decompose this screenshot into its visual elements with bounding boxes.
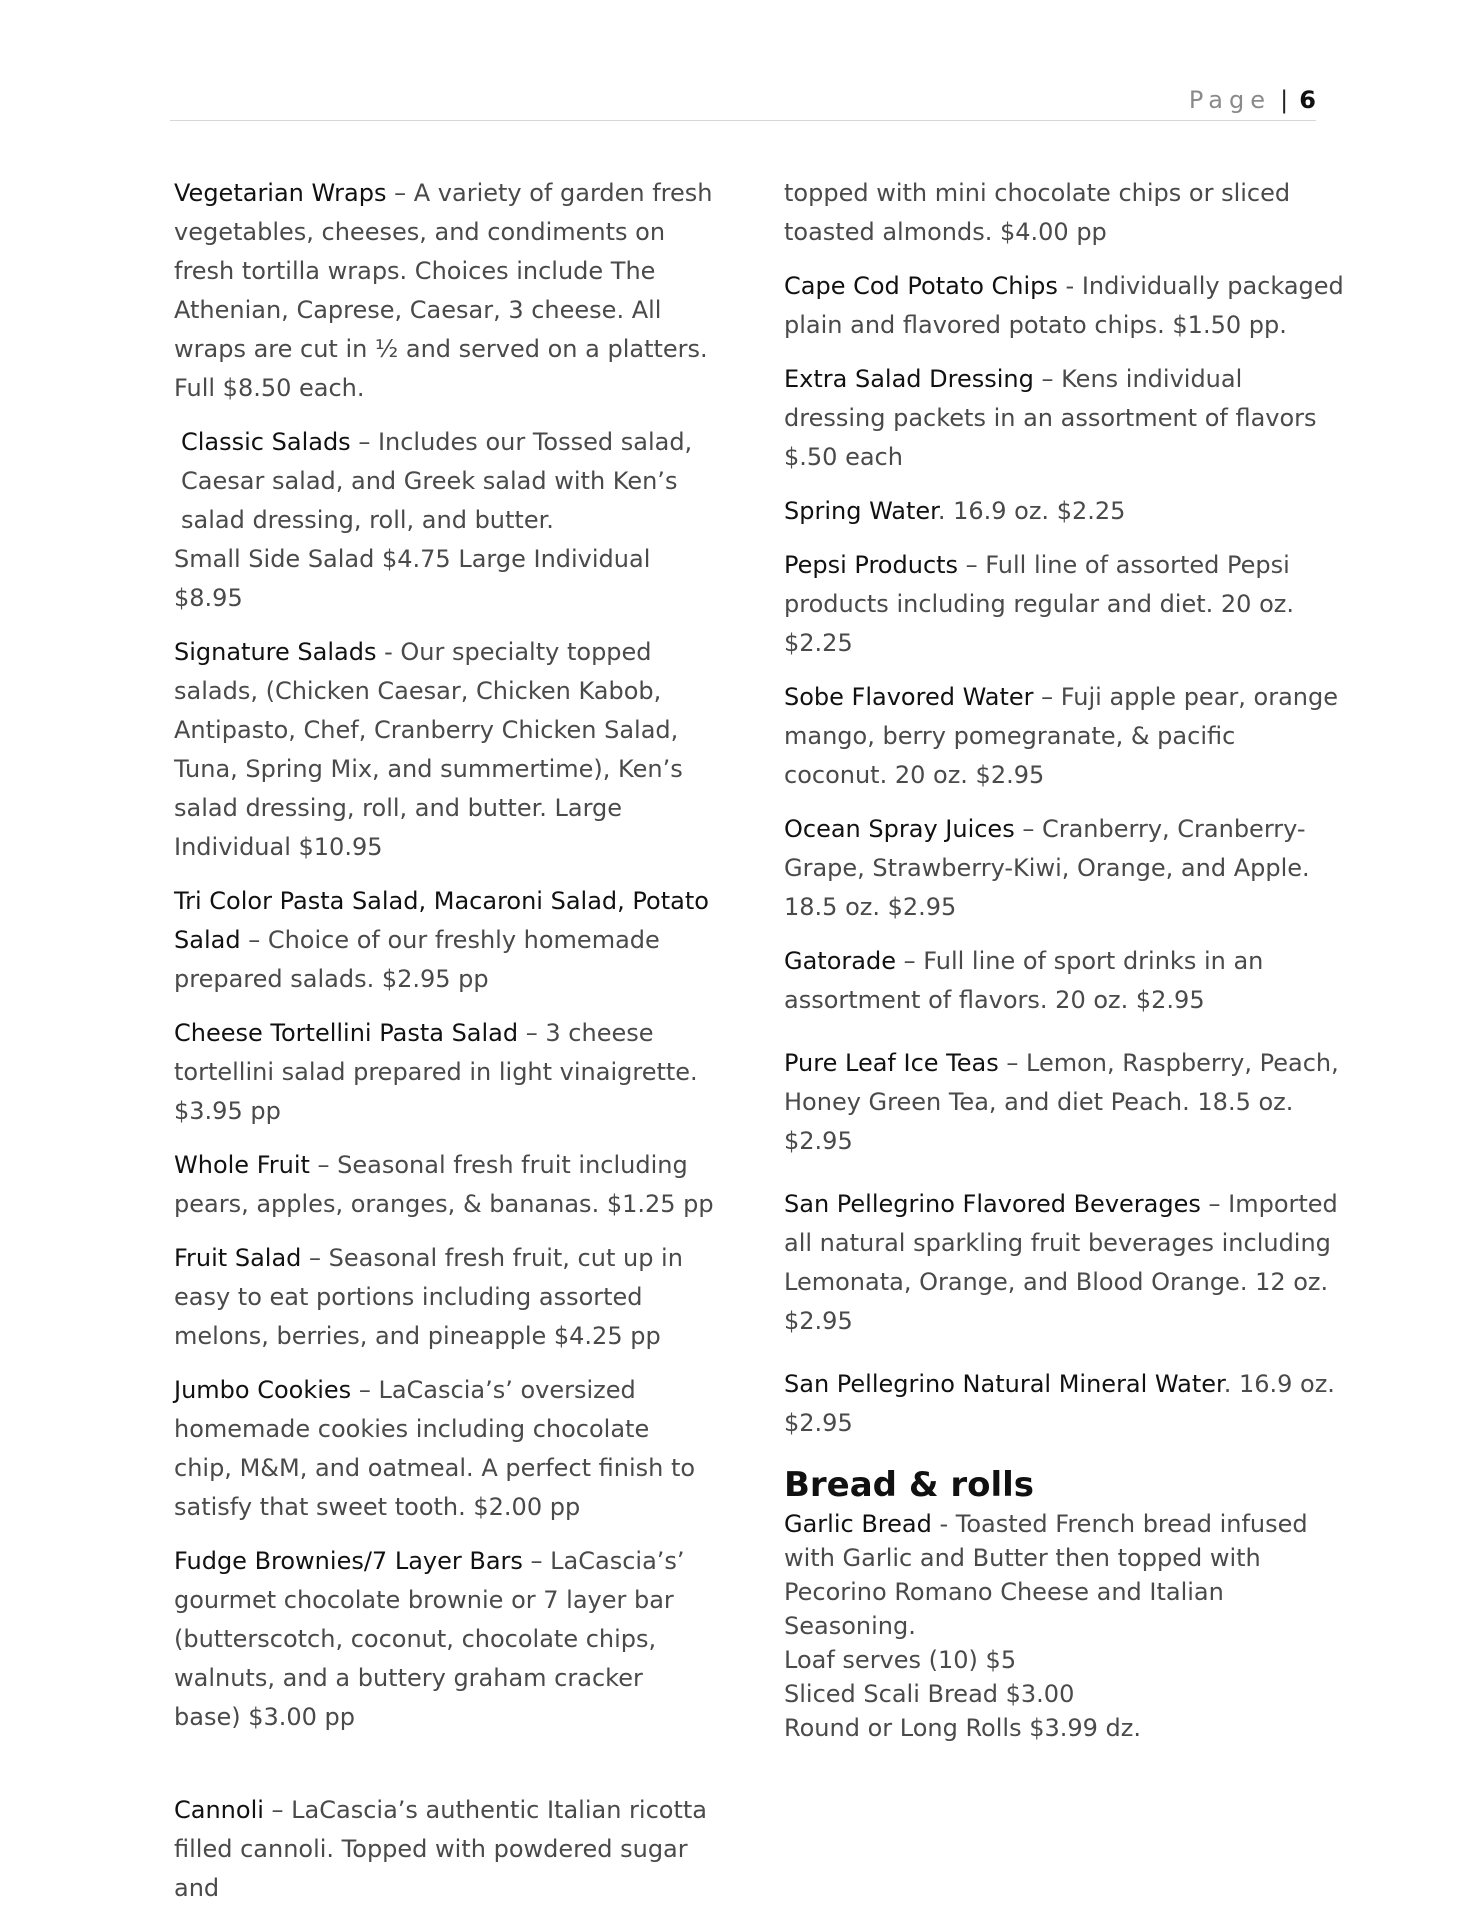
menu-item-pepsi [784,546,1344,663]
menu-item-san-pellegrino-flavored [784,1185,1344,1341]
item-desc: – Includes our Tossed salad, Caesar salad, and Greek salad with Ken’s salad dressing, roll, and butter. [181,428,693,534]
item-desc: – Lemon, Raspberry, Peach, Honey Green Tea, and diet Peach. 18.5 oz. $2.95 [784,1049,1339,1155]
page-separator: | [1280,86,1289,114]
menu-item-garlic-bread [784,1507,1344,1643]
item-name: Sobe Flavored Water [784,683,1034,711]
item-name: Cannoli [174,1796,264,1824]
item-desc: – 3 cheese tortellini salad prepared in light vinaigrette. $3.95 pp [174,1019,698,1125]
item-name: San Pellegrino Flavored Beverages [784,1190,1201,1218]
bread-line-scali: Sliced Scali Bread $3.00 [784,1680,1075,1708]
item-name: Fudge Brownies/7 Layer Bars [174,1547,523,1575]
page-header [170,86,1316,121]
right-column [784,174,1344,1745]
item-desc: – Full line of sport drinks in an assortment of flavors. 20 oz. $2.95 [784,947,1264,1014]
item-desc: – Fuji apple pear, orange mango, berry pomegranate, & pacific coconut. 20 oz. $2.95 [784,683,1338,789]
menu-item-gatorade [784,942,1344,1020]
item-name: Extra Salad Dressing [784,365,1034,393]
item-name: San Pellegrino Natural Mineral Water [784,1370,1224,1398]
menu-item-fruit-salad [174,1239,714,1356]
item-desc: – Imported all natural sparkling fruit beverages including Lemonata, Orange, and Blood Orange. 12 oz. $2.95 [784,1190,1338,1335]
item-desc: – Kens individual dressing packets in an assortment of flavors $.50 each [784,365,1317,471]
item-desc: . 16.9 oz. $2.25 [937,497,1126,525]
page-label: Page [1188,86,1272,114]
item-name: Vegetarian Wraps [174,179,387,207]
menu-item-pure-leaf [784,1044,1344,1161]
menu-item-spring-water [784,492,1344,531]
bread-line-rolls: Round or Long Rolls $3.99 dz. [784,1714,1141,1742]
menu-item-signature-salads [174,633,714,867]
cannoli-continuation: topped with mini chocolate chips or sliced toasted almonds. $4.00 pp [784,179,1291,246]
menu-item-tortellini-salad [174,1014,714,1131]
menu-item-whole-fruit [174,1146,714,1224]
item-name: Signature Salads [174,638,377,666]
item-desc: – Seasonal fresh fruit, cut up in easy to eat portions including assorted melons, berries, and pineapple $4.25 pp [174,1244,683,1350]
item-name: Fruit Salad [174,1244,302,1272]
item-desc: – LaCascia’s’ oversized homemade cookies including chocolate chip, M&M, and oatmeal. A perfect finish to satisfy that sweet tooth. $2.00 pp [174,1376,696,1521]
menu-item-classic-salads-prices: Small Side Salad $4.75 Large Individual $8.95 [174,545,651,612]
item-desc: - Our specialty topped salads, (Chicken Caesar, Chicken Kabob, Antipasto, Chef, Cranberry Chicken Salad, Tuna, Spring Mix, and summertime), Ken’s salad dressing, roll, and butter. Large Individual $10.95 [174,638,683,861]
item-name: Pure Leaf Ice Teas [784,1049,999,1077]
item-name: Tri Color Pasta Salad, Macaroni Salad, Potato Salad [174,887,709,954]
menu-item-extra-dressing [784,360,1344,477]
item-desc: – LaCascia’s authentic Italian ricotta filled cannoli. Topped with powdered sugar and [174,1796,707,1902]
item-name: Whole Fruit [174,1151,310,1179]
item-desc: - Toasted French bread infused with Garlic and Butter then topped with Pecorino Romano Cheese and Italian Seasoning. [784,1510,1308,1640]
bread-line-loaf: Loaf serves (10) $5 [784,1646,1017,1674]
item-name: Pepsi Products [784,551,959,579]
menu-item-jumbo-cookies [174,1371,714,1527]
item-name: Ocean Spray Juices [784,815,1015,843]
item-desc: – Choice of our freshly homemade prepared salads. $2.95 pp [174,926,660,993]
menu-item-cannoli [174,1791,714,1908]
menu-item-classic-salads [174,423,714,540]
item-name: Jumbo Cookies [174,1376,352,1404]
item-desc: – Seasonal fresh fruit including pears, apples, oranges, & bananas. $1.25 pp [174,1151,714,1218]
item-name: Classic Salads [181,428,351,456]
menu-item-ocean-spray [784,810,1344,927]
menu-item-sobe-water [784,678,1344,795]
menu-item-cape-cod-chips [784,267,1344,345]
item-desc: – A variety of garden fresh vegetables, cheeses, and condiments on fresh tortilla wraps. Choices include The Athenian, Caprese, Caesar, 3 cheese. All wraps are cut in ½ and served on a platters. Full $8.50 each. [174,179,713,402]
item-name: Gatorade [784,947,896,975]
menu-item-vegetarian-wraps [174,174,714,408]
item-name: Cape Cod Potato Chips [784,272,1058,300]
item-desc: – Full line of assorted Pepsi products including regular and diet. 20 oz. $2.25 [784,551,1294,657]
item-name: Cheese Tortellini Pasta Salad [174,1019,519,1047]
section-heading-bread: Bread & rolls [784,1465,1035,1505]
item-desc: – Cranberry, Cranberry-Grape, Strawberry-Kiwi, Orange, and Apple. 18.5 oz. $2.95 [784,815,1310,921]
menu-item-pasta-salads [174,882,714,999]
item-desc: . 16.9 oz. $2.95 [784,1370,1335,1437]
page-number: 6 [1299,86,1316,114]
menu-item-fudge-brownies [174,1542,714,1737]
item-desc: - Individually packaged plain and flavored potato chips. $1.50 pp. [784,272,1344,339]
item-name: Spring Water [784,497,938,525]
left-column [174,174,714,1908]
item-desc: – LaCascia’s’ gourmet chocolate brownie or 7 layer bar (butterscotch, coconut, chocolate chips, walnuts, and a buttery graham cracker base) $3.00 pp [174,1547,685,1731]
item-name: Garlic Bread [784,1510,932,1538]
menu-item-san-pellegrino-water [784,1365,1344,1443]
